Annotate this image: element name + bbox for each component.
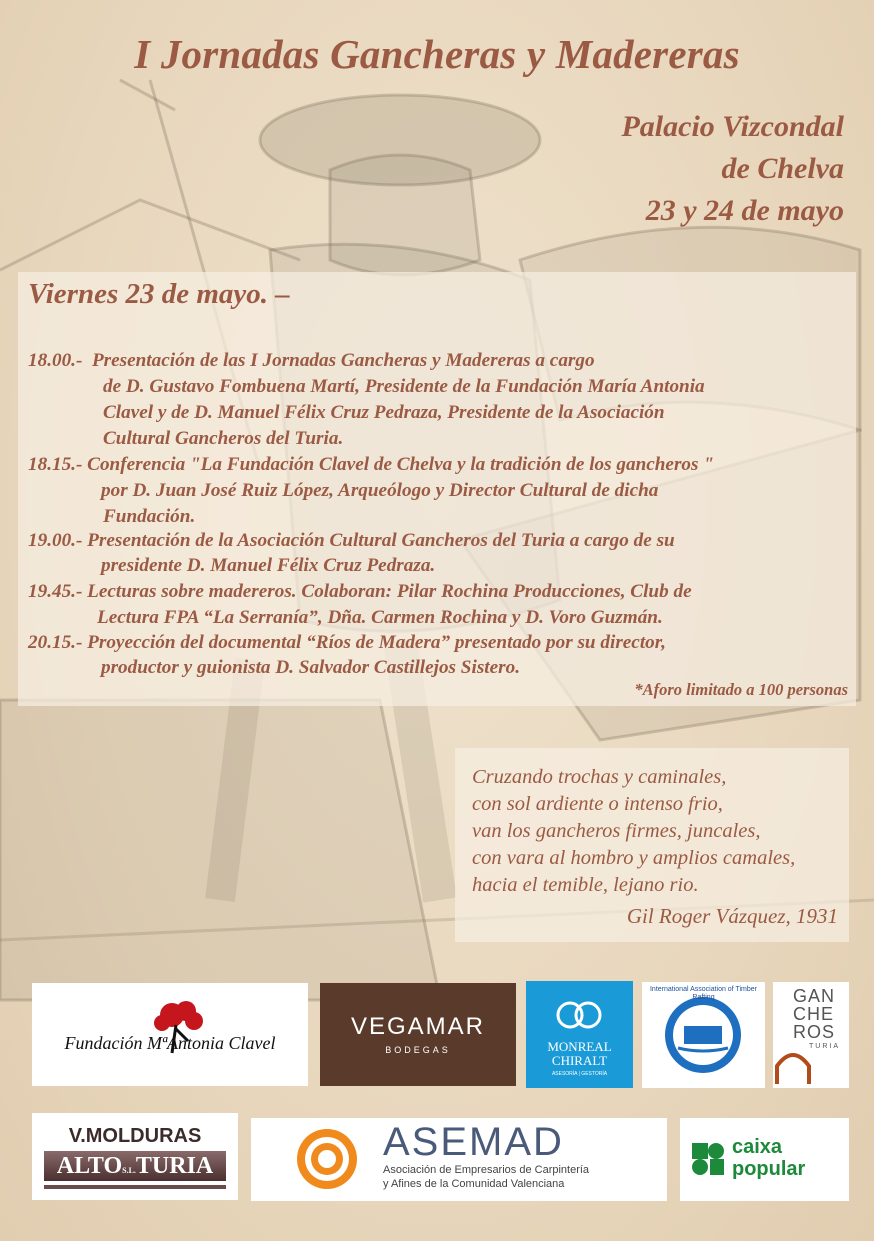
program-item-line: 18.15.- Conferencia "La Fundación Clavel de Chelva y la tradición de los gancheros ": [28, 454, 714, 475]
monreal-sub: ASESORÍA | GESTORÍA: [551, 1071, 608, 1077]
poem-line: con sol ardiente o intenso frio,: [472, 793, 723, 815]
underline-bar: [44, 1185, 226, 1189]
program-item-line: 19.45.- Lecturas sobre madereros. Colaboran: Pilar Rochina Producciones, Club de: [28, 581, 692, 602]
asemad-sub: y Afines de la Comunidad Valenciana: [383, 1178, 565, 1190]
program-item-line: Cultural Gancheros del Turia.: [103, 428, 344, 449]
sl-mark: S.L.: [122, 1166, 136, 1175]
v-molduras-logo: [32, 1113, 238, 1200]
venue-info: [621, 106, 844, 232]
vegamar-name: VEGAMAR: [350, 1013, 486, 1040]
program-item-line: de D. Gustavo Fombuena Martí, Presidente de la Fundación María Antonia: [103, 376, 705, 397]
arch-icon: [775, 1044, 811, 1084]
fundacion-name: Fundación MªAntonia Clavel: [64, 1033, 276, 1053]
program-item-line: presidente D. Manuel Félix Cruz Pedraza.: [101, 555, 436, 576]
knot-icon: [554, 995, 604, 1035]
event-title: I Jornadas Gancheras y Madereras: [134, 31, 740, 77]
asemad-name: ASEMAD: [383, 1120, 564, 1164]
gancheros-line: ROS: [793, 1022, 836, 1042]
program-item-line: productor y guionista D. Salvador Castillejos Sistero.: [101, 657, 520, 678]
venue-line: de Chelva: [721, 152, 844, 185]
poem-line: van los gancheros firmes, juncales,: [472, 820, 761, 842]
poem-line: Cruzando trochas y caminales,: [472, 766, 727, 788]
chiralt-name: CHIRALT: [551, 1053, 608, 1068]
date-line: 23 y 24 de mayo: [645, 194, 844, 227]
popular-word: popular: [732, 1158, 806, 1180]
vmolduras-name: V.MOLDURAS: [68, 1125, 202, 1147]
asemad-emblem-icon: [291, 1124, 371, 1194]
capacity-note: *Aforo limitado a 100 personas: [634, 680, 848, 699]
program-item-line: 20.15.- Proyección del documental “Ríos de Madera” presentado por su director,: [28, 632, 666, 653]
alto-turia-name: [44, 1151, 226, 1181]
day-heading: Viernes 23 de mayo. –: [28, 278, 290, 310]
program-item-line: Fundación.: [103, 506, 196, 527]
poem: [472, 764, 795, 899]
gancheros-line: CHE: [793, 1004, 835, 1024]
caixa-popular-logo: [680, 1118, 849, 1201]
program-item-line: por D. Juan José Ruiz López, Arqueólogo y Director Cultural de dicha: [101, 480, 659, 501]
poem-line: hacia el temible, lejano rio.: [472, 874, 699, 896]
monreal-chiralt-logo: [526, 981, 633, 1088]
timber-rafting-name: International Association of Timber Rafting: [649, 986, 757, 1001]
timber-rafting-logo: [642, 982, 765, 1088]
caixa-word: caixa: [732, 1136, 783, 1158]
asemad-logo: [251, 1118, 667, 1201]
asemad-sub: Asociación de Empresarios de Carpintería: [383, 1164, 590, 1176]
poem-line: con vara al hombro y amplios camales,: [472, 847, 796, 869]
program-item-line: 18.00.- Presentación de las I Jornadas Gancheras y Madereras a cargo: [28, 350, 595, 371]
vegamar-sub: BODEGAS: [385, 1045, 451, 1055]
fundacion-clavel-logo: [32, 983, 308, 1086]
gancheros-line: GAN: [793, 986, 836, 1006]
alto-word: ALTO: [56, 1153, 123, 1179]
poem-author: Gil Roger Vázquez, 1931: [626, 904, 838, 928]
program-item-line: Lectura FPA “La Serranía”, Dña. Carmen Rochina y D. Voro Guzmán.: [97, 607, 663, 628]
gancheros-turia-logo: [773, 982, 849, 1088]
caixa-popular-emblem-icon: [688, 1139, 728, 1179]
venue-line: Palacio Vizcondal: [621, 110, 844, 143]
vegamar-logo: [320, 983, 516, 1086]
program-item-line: 19.00.- Presentación de la Asociación Cultural Gancheros del Turia a cargo de su: [28, 530, 675, 551]
turia-word: TURIA: [135, 1153, 214, 1179]
program-item-line: Clavel y de D. Manuel Félix Cruz Pedraza, Presidente de la Asociación: [103, 402, 665, 423]
monreal-name: MONREAL: [547, 1039, 612, 1054]
gancheros-sub: TURIA: [809, 1043, 840, 1050]
